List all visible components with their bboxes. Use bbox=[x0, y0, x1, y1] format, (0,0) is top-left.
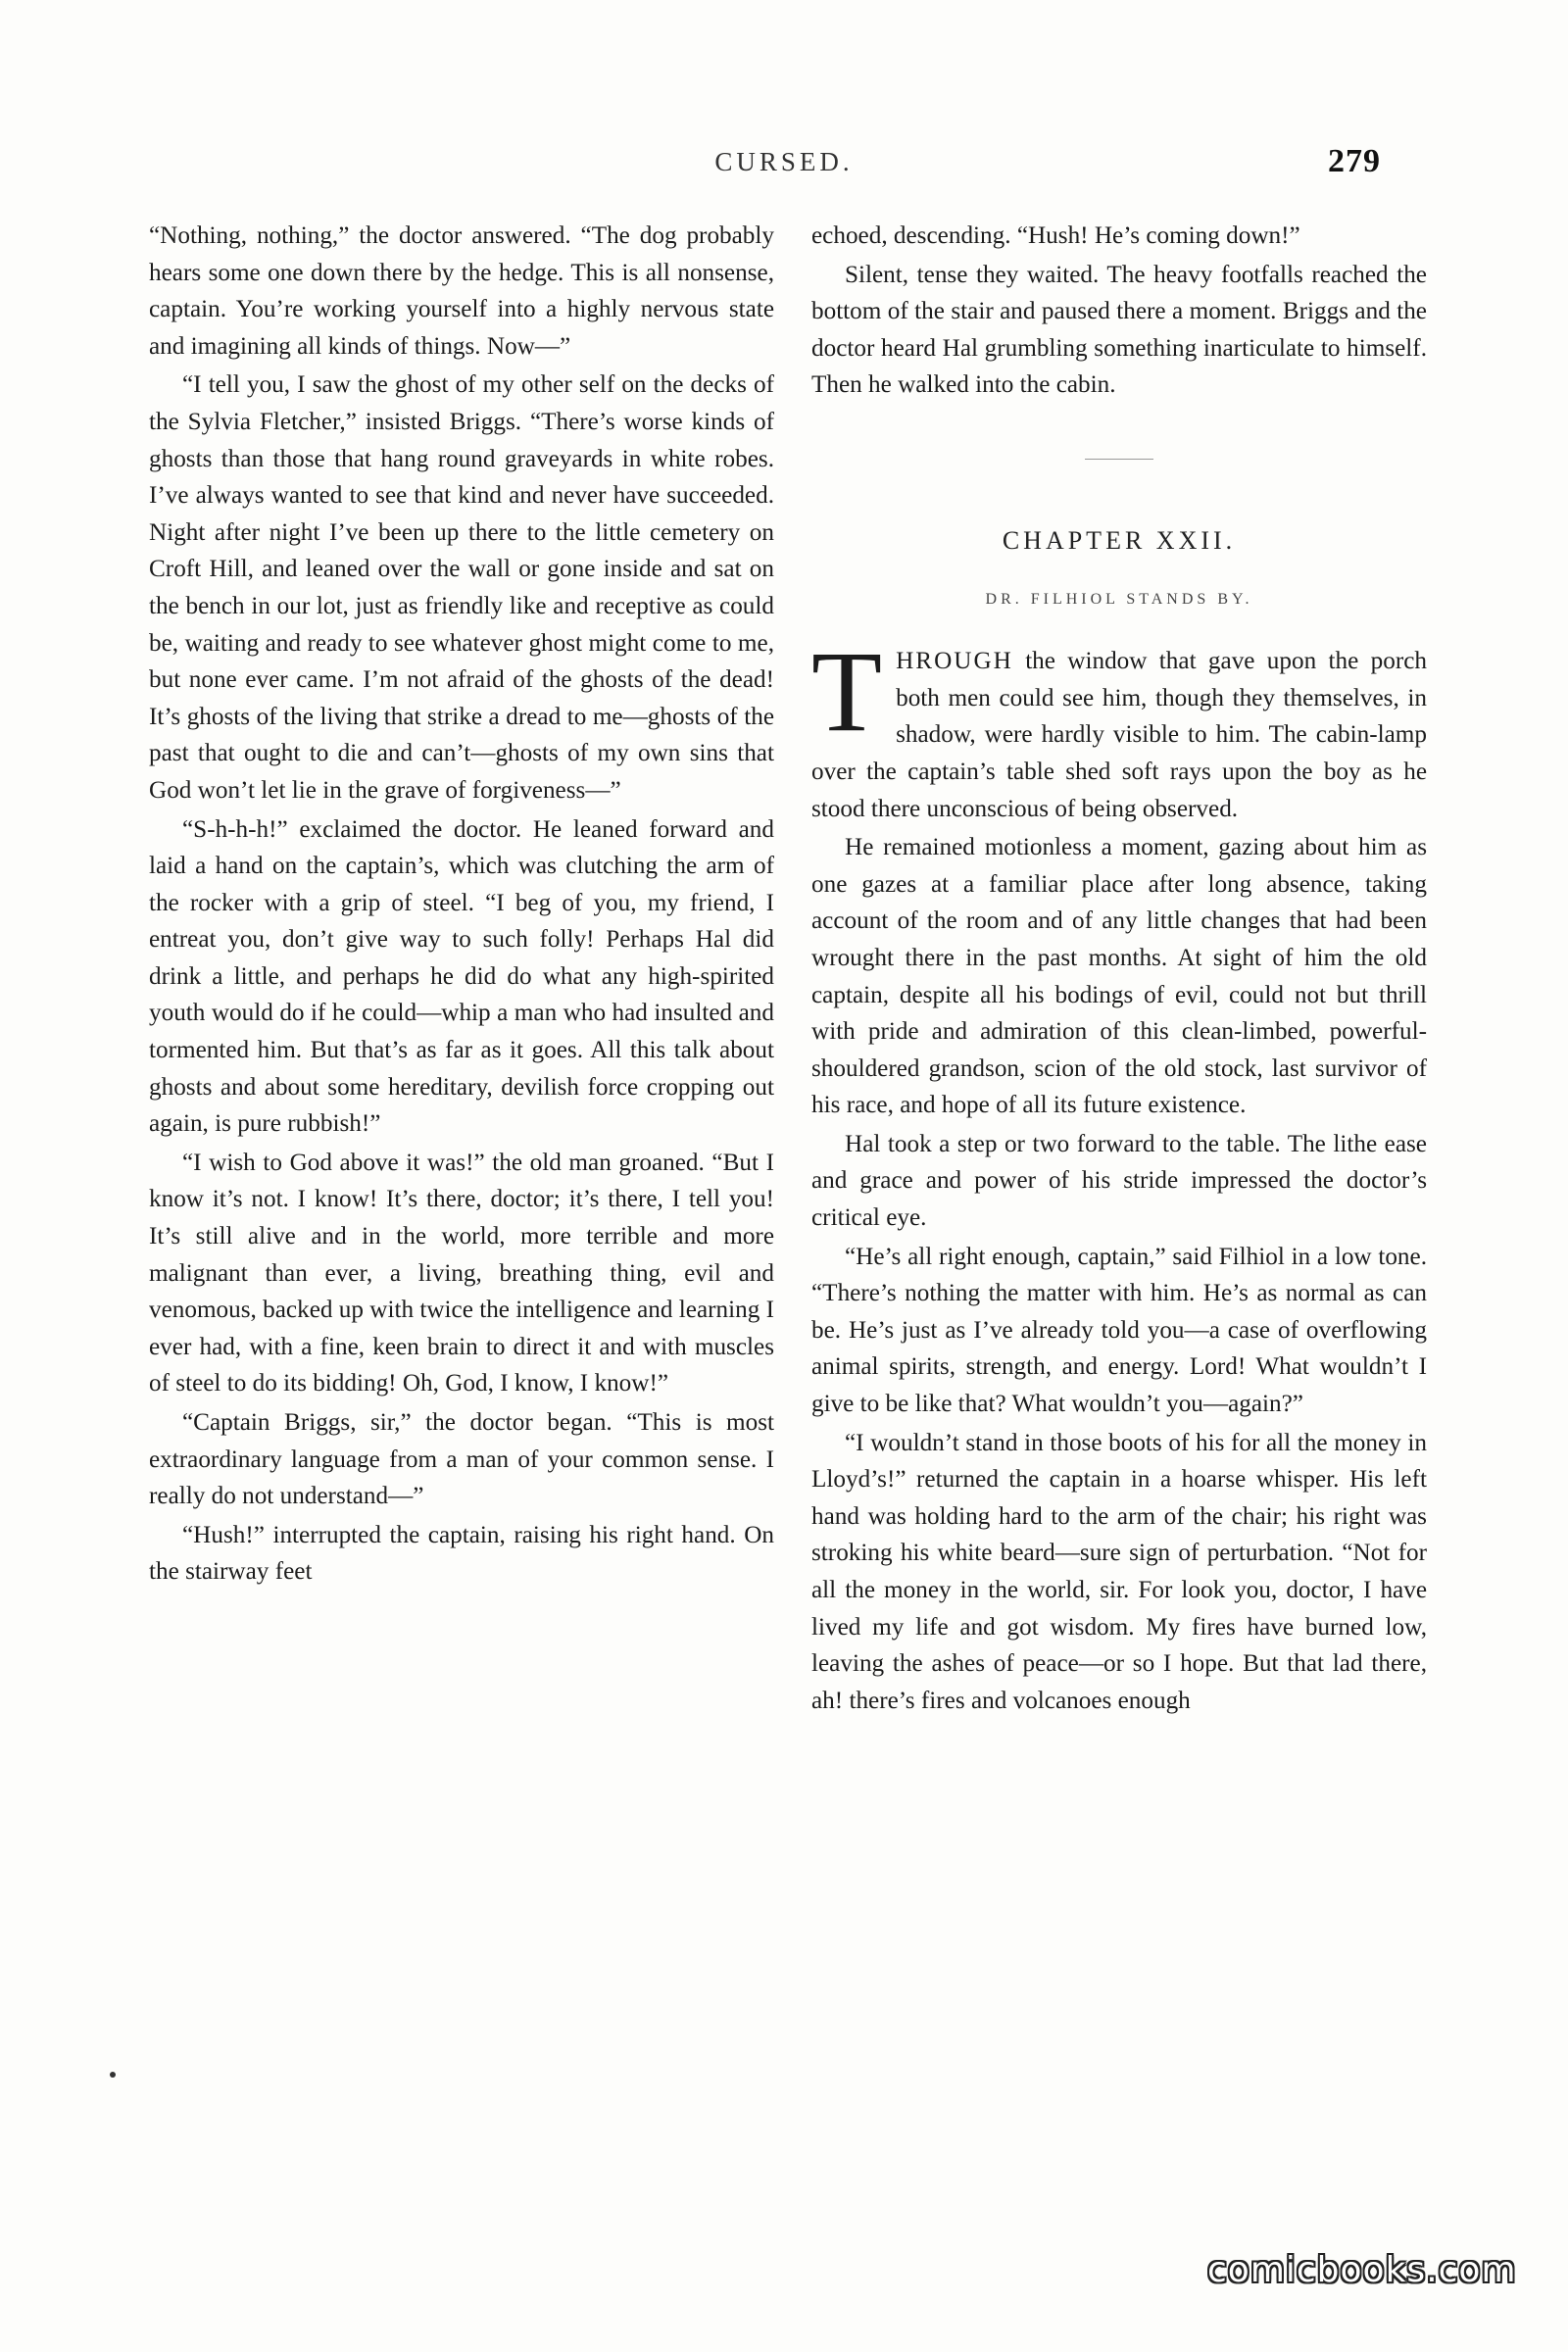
drop-cap: T bbox=[811, 627, 883, 757]
paragraph: Silent, tense they waited. The heavy footfalls reached the bottom of the stair and paused there a moment. Briggs and the doctor heard Hal grumbling something inarticulate to himself. Then he walked into the cabin. bbox=[811, 261, 1427, 399]
paragraph: “I wish to God above it was!” the old man groaned. “But I know it’s not. I know! It’s there, doctor; it’s there, I tell you! It’s still alive and in the world, more terrible and more malignant than ever, a living, breathing thing, evil and venomous, backed up with twice the intelligence and learning I ever had, with a fine, keen brain to direct it and with muscles of steel to do its bidding! Oh, God, I know, I know!” bbox=[149, 1149, 774, 1397]
paragraph: “I wouldn’t stand in those boots of his for all the money in Lloyd’s!” returned the captain in a hoarse whisper. His left hand was holding hard to the arm of the chair; his right was stroking his white beard—sure sign of perturbation. “Not for all the money in the world, sir. For look you, doctor, I have lived my life and got wisdom. My fires have burned low, leaving the ashes of peace—or so I hope. But that lad there, ah! there’s fires and volcanoes enough bbox=[811, 1429, 1427, 1714]
paragraph: “Captain Briggs, sir,” the doctor began. “This is most extraordinary language from a man of your common sense. I really do not understand—” bbox=[149, 1409, 774, 1510]
section-divider bbox=[1085, 459, 1153, 460]
paragraph: He remained motionless a moment, gazing about him as one gazes at a familiar place after long absence, taking account of the room and of any little changes that had been wrought there in the past months. At sight of him the old captain, despite all his bodings of evil, could not but thrill with pride and admiration of this clean-limbed, powerful-shouldered grandson, scion of the old stock, last survivor of his race, and hope of all its future existence. bbox=[811, 834, 1427, 1119]
paragraph: “He’s all right enough, captain,” said Filhiol in a low tone. “There’s nothing the matter with him. He’s as normal as can be. He’s just as I’ve already told you—a case of overflowing animal spirits, strength, and energy. Lord! What wouldn’t I give to be like that? What wouldn’t you—again?” bbox=[811, 1243, 1427, 1418]
first-word: HROUGH bbox=[896, 648, 1013, 675]
page-number: 279 bbox=[1328, 143, 1381, 179]
paragraph: “Hush!” interrupted the captain, raising his right hand. On the stairway feet bbox=[149, 1521, 774, 1586]
watermark: comicbooks.com bbox=[1207, 2250, 1517, 2290]
paragraph: echoed, descending. “Hush! He’s coming down!” bbox=[811, 222, 1300, 249]
chapter-first-paragraph bbox=[811, 627, 1427, 827]
left-column bbox=[149, 218, 774, 1591]
paragraph: “I tell you, I saw the ghost of my other self on the decks of the Sylvia Fletcher,” insisted Briggs. “There’s worse kinds of ghosts than those that hang round graveyards in white robes. I’ve always wanted to see that kind and never have succeeded. Night after night I’ve been up there to the little cemetery on Croft Hill, and leaned over the wall or gone inside and sat on the bench in our lot, just as friendly like and receptive as could be, waiting and ready to see whatever ghost might come to me, but none ever came. I’m not afraid of the ghosts of the dead! It’s ghosts of the living that strike a dread to me—ghosts of the past that ought to die and can’t—ghosts of my own sins that God won’t let lie in the grave of forgiveness—” bbox=[149, 371, 774, 804]
paragraph: Hal took a step or two forward to the table. The lithe ease and grace and power of his stride impressed the doctor’s critical eye. bbox=[811, 1130, 1427, 1232]
paragraph: “S-h-h-h!” exclaimed the doctor. He leaned forward and laid a hand on the captain’s, which was clutching the arm of the rocker with a grip of steel. “I beg of you, my friend, I entreat you, don’t give way to such folly! Perhaps Hal did drink a little, and perhaps he did do what any high-spirited youth would do if he could—whip a man who had insulted and tormented him. But that’s as far as it goes. All this talk about ghosts and about some hereditary, devilish force cropping out again, is pure rubbish!” bbox=[149, 815, 774, 1138]
right-column bbox=[811, 218, 1427, 1719]
margin-speck bbox=[110, 2072, 116, 2078]
paragraph: “Nothing, nothing,” the doctor answered. “The dog probably hears some one down there by the hedge. This is all nonsense, captain. You’re working yourself into a highly nervous state and imagining all kinds of things. Now—” bbox=[149, 222, 774, 360]
first-paragraph-text: the window that gave upon the porch both men could see him, though they themselves, in shadow, were hardly visible to him. The cabin-lamp over the captain’s table shed soft rays upon the boy as he stood there unconscious of being observed. bbox=[811, 648, 1427, 822]
running-title: CURSED. bbox=[714, 147, 854, 176]
chapter-heading: CHAPTER XXII. bbox=[1002, 525, 1237, 555]
chapter-subtitle: DR. FILHIOL STANDS BY. bbox=[985, 590, 1253, 608]
running-head bbox=[0, 143, 1568, 186]
